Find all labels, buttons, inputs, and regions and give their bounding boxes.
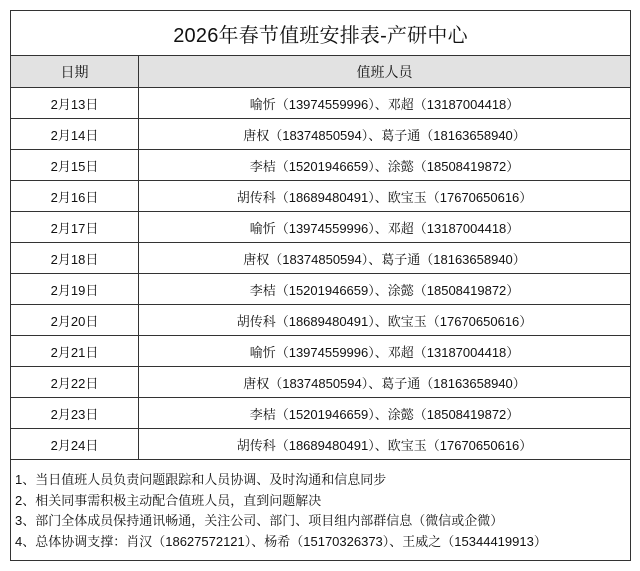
staff-cell: 胡传科（18689480491）、欧宝玉（17670650616） (139, 181, 631, 212)
staff-cell: 喻忻（13974559996）、邓超（13187004418） (139, 88, 631, 119)
schedule-row (11, 212, 631, 243)
staff-cell: 喻忻（13974559996）、邓超（13187004418） (139, 212, 631, 243)
date-cell: 2月17日 (11, 212, 139, 243)
header-row (11, 56, 631, 88)
schedule-row (11, 150, 631, 181)
notes-row (11, 460, 631, 561)
header-staff: 值班人员 (139, 56, 631, 88)
schedule-row (11, 181, 631, 212)
notes-list (11, 460, 630, 552)
staff-cell: 胡传科（18689480491）、欧宝玉（17670650616） (139, 429, 631, 460)
date-cell: 2月20日 (11, 305, 139, 336)
schedule-row (11, 398, 631, 429)
schedule-title: 2026年春节值班安排表-产研中心 (11, 11, 631, 56)
staff-cell: 唐权（18374850594）、葛子通（18163658940） (139, 119, 631, 150)
notes-section (11, 460, 631, 561)
staff-cell: 李桔（15201946659）、涂懿（18508419872） (139, 150, 631, 181)
note-line: 2、相关同事需积极主动配合值班人员，直到问题解决 (15, 492, 322, 508)
schedule-row (11, 274, 631, 305)
schedule-row (11, 243, 631, 274)
date-cell: 2月23日 (11, 398, 139, 429)
schedule-row (11, 429, 631, 460)
duty-schedule-sheet (10, 10, 630, 561)
note-line: 3、部门全体成员保持通讯畅通，关注公司、部门、项目组内部群信息（微信或企微） (15, 513, 504, 528)
staff-cell: 喻忻（13974559996）、邓超（13187004418） (139, 336, 631, 367)
schedule-row (11, 305, 631, 336)
title-row (11, 11, 631, 56)
date-cell: 2月15日 (11, 150, 139, 181)
schedule-row (11, 119, 631, 150)
date-cell: 2月13日 (11, 88, 139, 119)
date-cell: 2月14日 (11, 119, 139, 150)
staff-cell: 唐权（18374850594）、葛子通（18163658940） (139, 367, 631, 398)
staff-cell: 李桔（15201946659）、涂懿（18508419872） (139, 398, 631, 429)
duty-schedule-table (10, 10, 631, 561)
staff-cell: 唐权（18374850594）、葛子通（18163658940） (139, 243, 631, 274)
note-line: 4、总体协调支撑：肖汉（18627572121）、杨希（15170326373）、王威之（15344419913） (15, 533, 547, 549)
date-cell: 2月18日 (11, 243, 139, 274)
schedule-row (11, 336, 631, 367)
date-cell: 2月22日 (11, 367, 139, 398)
note-line: 1、当日值班人员负责问题跟踪和人员协调、及时沟通和信息同步 (15, 472, 387, 487)
staff-cell: 李桔（15201946659）、涂懿（18508419872） (139, 274, 631, 305)
schedule-row (11, 88, 631, 119)
date-cell: 2月16日 (11, 181, 139, 212)
date-cell: 2月24日 (11, 429, 139, 460)
schedule-row (11, 367, 631, 398)
header-date: 日期 (11, 56, 139, 88)
staff-cell: 胡传科（18689480491）、欧宝玉（17670650616） (139, 305, 631, 336)
date-cell: 2月19日 (11, 274, 139, 305)
date-cell: 2月21日 (11, 336, 139, 367)
